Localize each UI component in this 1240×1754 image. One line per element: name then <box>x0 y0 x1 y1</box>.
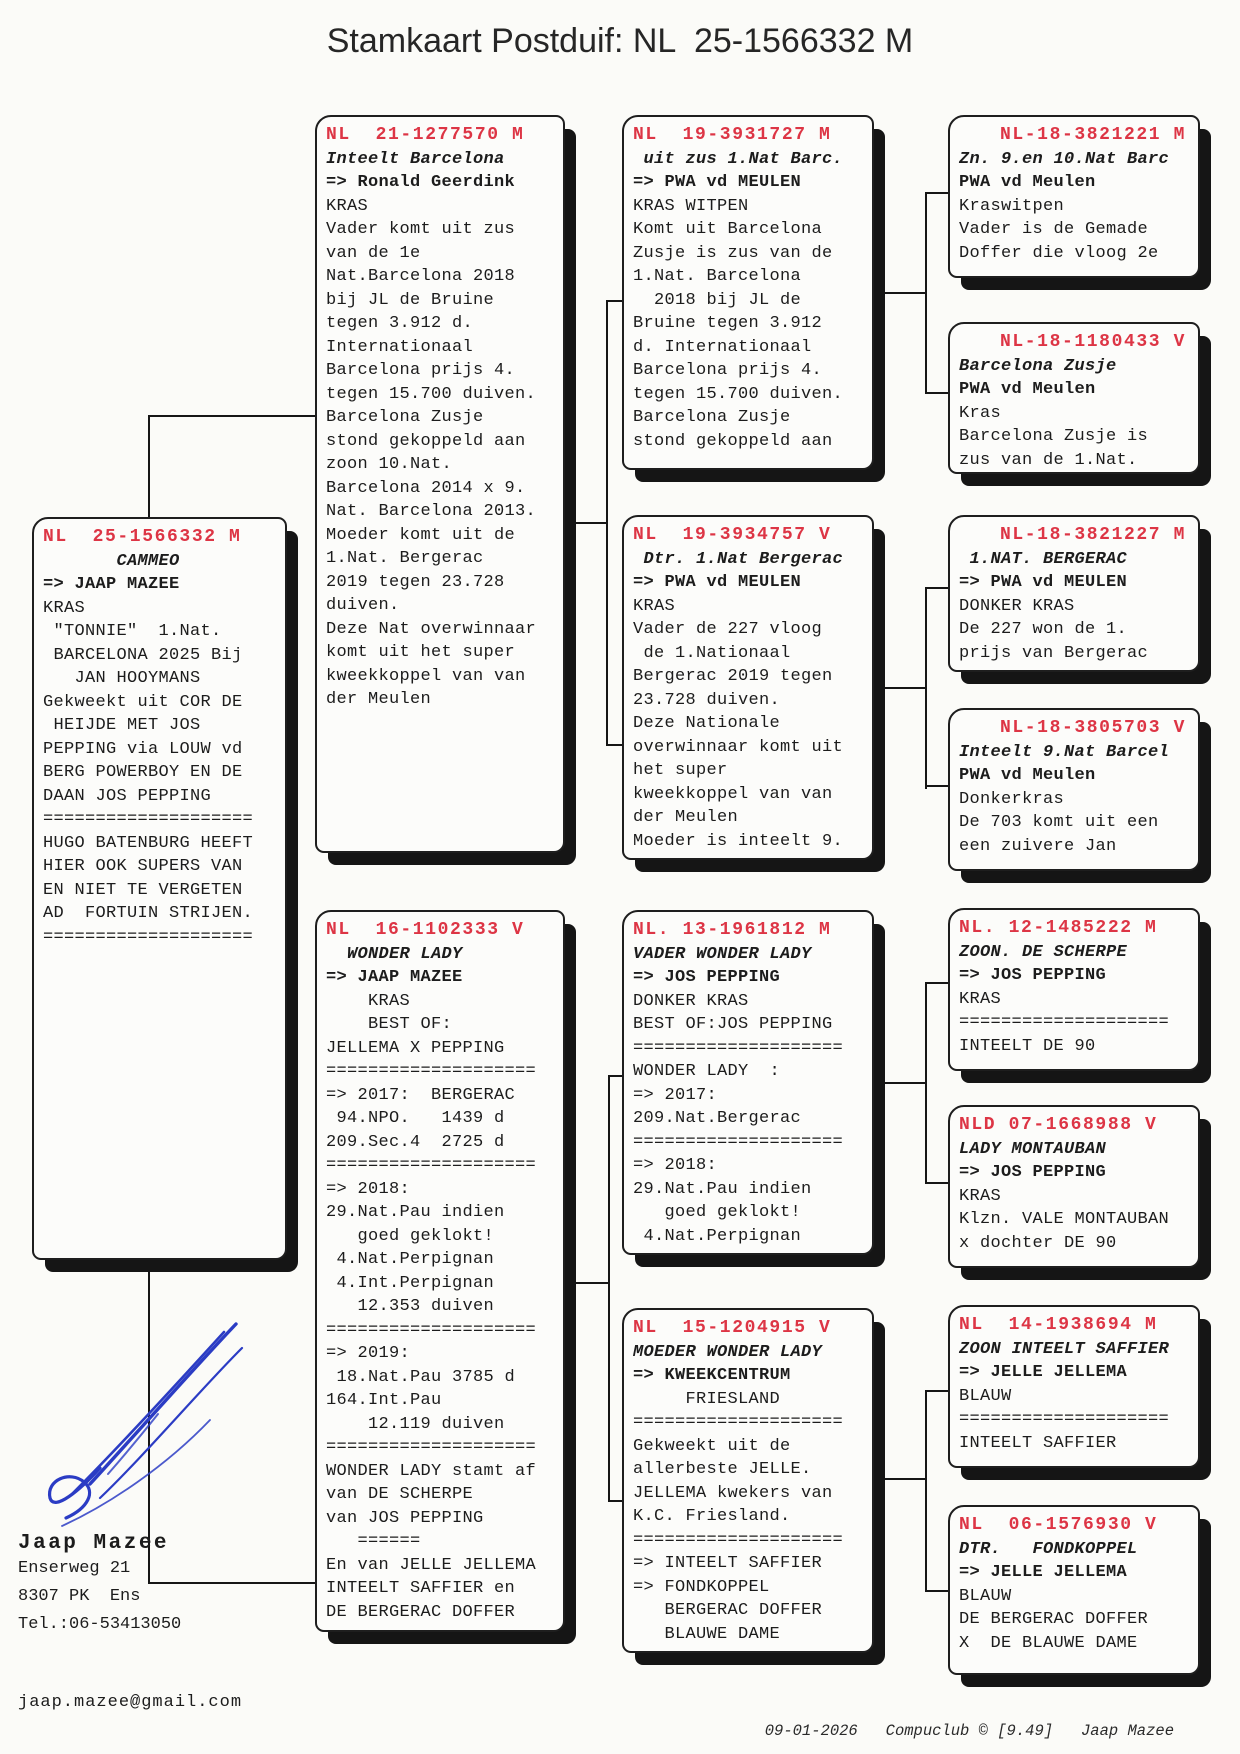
info-line: => FONDKOPPEL <box>633 1577 770 1597</box>
info-line: K.C. Friesland. <box>633 1507 791 1526</box>
page-title: Stamkaart Postduif: NL 25-1566332 M <box>326 22 914 60</box>
info-line: Nat.Barcelona 2018 <box>326 267 516 286</box>
info-line: Vader is de Gemade <box>959 220 1149 239</box>
info-line: ==================== <box>43 927 254 947</box>
info-line: 18.Nat.Pau 3785 d <box>326 1367 516 1387</box>
owner-line: PWA vd Meulen <box>959 380 1096 399</box>
info-line: Nat. Barcelona 2013. <box>326 502 537 521</box>
info-line: ==================== <box>959 1410 1170 1429</box>
info-line: BLAUW <box>959 1386 1012 1406</box>
info-line: d. Internationaal <box>633 337 812 357</box>
pedigree-connector-line <box>606 300 608 746</box>
pedigree-connector-line <box>148 415 315 417</box>
info-line: 29.Nat.Pau indien <box>326 1203 505 1222</box>
ring-number: NL-18-3805703 V <box>999 718 1186 738</box>
info-line: Barcelona prijs 4. <box>326 361 516 380</box>
info-line: HEIJDE MET JOS <box>43 716 201 735</box>
info-line: Barcelona Zusje <box>633 408 791 427</box>
pedigree-box-ggp2 <box>948 322 1200 474</box>
owner-line: PWA vd Meulen <box>959 173 1096 192</box>
info-line: 164.Int.Pau <box>326 1391 442 1410</box>
info-line: het super <box>633 761 728 780</box>
bird-name: DTR. FONDKOPPEL <box>959 1539 1138 1559</box>
pedigree-box-gp4 <box>622 1308 874 1653</box>
owner-line: => JAAP MAZEE <box>43 575 180 594</box>
pedigree-connector-line <box>925 192 950 194</box>
info-line: overwinnaar komt uit <box>633 737 844 757</box>
ring-number: NL 19-3931727 M <box>633 125 832 145</box>
pedigree-connector-line <box>925 982 950 984</box>
info-line: prijs van Bergerac <box>959 643 1149 663</box>
pedigree-box-gp2 <box>622 515 874 860</box>
bird-name: MOEDER WONDER LADY <box>633 1342 823 1362</box>
info-line: KRAS <box>43 598 86 618</box>
owner-line: => KWEEKCENTRUM <box>633 1366 791 1385</box>
info-line: goed geklokt! <box>633 1203 802 1222</box>
info-line: allerbeste JELLE. <box>633 1460 812 1479</box>
owner-name: Jaap Mazee <box>18 1532 170 1555</box>
footer-line <box>765 1722 1174 1740</box>
info-line: => 2017: <box>633 1085 718 1105</box>
pedigree-box-ggp3 <box>948 515 1200 672</box>
info-line: INTEELT SAFFIER en <box>326 1579 516 1598</box>
info-line: 4.Nat.Perpignan <box>326 1250 495 1269</box>
info-line: Bergerac 2019 tegen <box>633 667 833 686</box>
pedigree-connector-line <box>874 1478 927 1480</box>
info-line: EN NIET TE VERGETEN <box>43 880 243 900</box>
owner-contact-block <box>18 1532 181 1639</box>
footer-software: Compuclub © [9.49] <box>885 1722 1054 1740</box>
owner-line: => JELLE JELLEMA <box>959 1563 1128 1582</box>
info-line: JELLEMA kwekers van <box>633 1483 833 1503</box>
info-line: 4.Nat.Perpignan <box>633 1226 802 1246</box>
info-line: zus van de 1.Nat. <box>959 450 1138 470</box>
pedigree-box-father <box>315 115 565 853</box>
ring-number: NL-18-1180433 V <box>999 332 1186 352</box>
owner-line: => JELLE JELLEMA <box>959 1363 1128 1382</box>
bird-name: Dtr. 1.Nat Bergerac <box>633 549 844 569</box>
owner-line: => JOS PEPPING <box>633 968 781 987</box>
info-line: Kras <box>959 403 1002 423</box>
ring-number: NLD 07-1668988 V <box>959 1115 1158 1135</box>
pedigree-connector-line <box>925 1390 927 1592</box>
bird-name: WONDER LADY <box>326 944 463 964</box>
owner-line: => JOS PEPPING <box>959 1163 1107 1182</box>
info-line: Deze Nat overwinnaar <box>326 619 537 639</box>
info-line: 1.Nat. Bergerac <box>326 549 484 568</box>
info-line: Vader komt uit zus <box>326 220 516 239</box>
bird-name: Zn. 9.en 10.Nat Barc <box>959 149 1170 169</box>
pedigree-connector-line <box>925 1390 950 1392</box>
info-line: van DE SCHERPE <box>326 1485 474 1504</box>
ring-number: NL-18-3821227 M <box>999 525 1186 545</box>
info-line: kweekkoppel van van <box>326 666 526 686</box>
info-line: Moeder komt uit de <box>326 525 516 545</box>
info-line: bij JL de Bruine <box>326 290 495 310</box>
info-line: duiven. <box>326 596 400 615</box>
pedigree-box-ggp5 <box>948 908 1200 1071</box>
info-line: => INTEELT SAFFIER <box>633 1554 823 1573</box>
info-line: KRAS <box>633 596 676 616</box>
bird-name: ZOON INTEELT SAFFIER <box>959 1339 1170 1359</box>
owner-line: PWA vd Meulen <box>959 766 1096 785</box>
pedigree-connector-line <box>925 587 927 789</box>
info-line: ==================== <box>326 1062 537 1081</box>
ring-number: NL 14-1938694 M <box>959 1315 1158 1335</box>
info-line: ==================== <box>633 1132 844 1152</box>
info-line: Gekweekt uit COR DE <box>43 692 243 712</box>
info-line: ==================== <box>633 1530 844 1550</box>
pedigree-connector-line <box>874 1082 927 1084</box>
ring-number: NL-18-3821221 M <box>999 125 1186 145</box>
info-line: tegen 15.700 duiven. <box>326 384 537 404</box>
info-line: stond gekoppeld aan <box>633 431 833 451</box>
info-line: HUGO BATENBURG HEEFT <box>43 833 254 853</box>
info-line: Moeder is inteelt 9. <box>633 831 844 851</box>
pedigree-box-mother <box>315 910 565 1632</box>
info-line: KRAS <box>326 196 369 216</box>
info-line: BERG POWERBOY EN DE <box>43 763 243 782</box>
bird-name: CAMMEO <box>43 551 180 571</box>
info-line: 4.Int.Perpignan <box>326 1273 495 1293</box>
ring-number: NL 25-1566332 M <box>43 527 242 547</box>
info-line: Kraswitpen <box>959 196 1065 216</box>
info-line: DE BERGERAC DOFFER <box>326 1602 516 1622</box>
info-line: kweekkoppel van van <box>633 784 833 804</box>
owner-line: => PWA vd MEULEN <box>959 573 1128 592</box>
info-line: van de 1e <box>326 243 421 263</box>
info-line: 12.119 duiven <box>326 1414 505 1434</box>
info-line: 29.Nat.Pau indien <box>633 1179 812 1199</box>
owner-phone: Tel.:06-53413050 <box>18 1615 182 1634</box>
info-line: Barcelona Zusje is <box>959 427 1149 446</box>
info-line: BEST OF: <box>326 1015 453 1034</box>
info-line: Bruine tegen 3.912 <box>633 314 823 333</box>
info-line: => 2017: BERGERAC <box>326 1085 516 1105</box>
info-line: Internationaal <box>326 337 474 357</box>
info-line: ==================== <box>633 1038 844 1058</box>
info-line: Zusje is zus van de <box>633 243 833 263</box>
bird-name: VADER WONDER LADY <box>633 944 812 964</box>
bird-name: uit zus 1.Nat Barc. <box>633 149 844 169</box>
info-line: KRAS <box>959 1186 1002 1206</box>
pedigree-connector-line <box>565 1282 610 1284</box>
info-line: Klzn. VALE MONTAUBAN <box>959 1210 1170 1229</box>
info-line: 12.353 duiven <box>326 1297 495 1316</box>
info-line: der Meulen <box>326 690 432 709</box>
info-line: X DE BLAUWE DAME <box>959 1633 1138 1653</box>
info-line: 1.Nat. Barcelona <box>633 267 802 286</box>
info-line: Donkerkras <box>959 789 1065 809</box>
ring-number: NL. 13-1961812 M <box>633 920 832 940</box>
info-line: => 2019: <box>326 1344 411 1363</box>
owner-line: => Ronald Geerdink <box>326 173 516 192</box>
pedigree-box-ggp8 <box>948 1505 1200 1675</box>
info-line: 2019 tegen 23.728 <box>326 572 505 592</box>
ring-number: NL 16-1102333 V <box>326 920 525 940</box>
owner-city: 8307 PK Ens <box>18 1587 141 1606</box>
pedigree-connector-line <box>925 192 927 394</box>
info-line: 94.NPO. 1439 d <box>326 1109 505 1128</box>
info-line: En van JELLE JELLEMA <box>326 1555 537 1575</box>
info-line: 2018 bij JL de <box>633 290 802 310</box>
info-line: De 227 won de 1. <box>959 620 1128 639</box>
pedigree-box-ggp4 <box>948 708 1200 871</box>
info-line: Deze Nationale <box>633 714 781 733</box>
owner-line: => JAAP MAZEE <box>326 968 463 987</box>
info-line: WONDER LADY stamt af <box>326 1461 537 1481</box>
info-line: HIER OOK SUPERS VAN <box>43 857 243 876</box>
owner-line: => JOS PEPPING <box>959 966 1107 985</box>
owner-street: Enserweg 21 <box>18 1559 131 1578</box>
pedigree-box-ggp6 <box>948 1105 1200 1268</box>
info-line: tegen 3.912 d. <box>326 314 474 333</box>
footer-user: Jaap Mazee <box>1080 1722 1174 1740</box>
info-line: Barcelona 2014 x 9. <box>326 478 526 498</box>
info-line: ==================== <box>326 1156 537 1175</box>
info-line: komt uit het super <box>326 643 516 662</box>
info-line: DE BERGERAC DOFFER <box>959 1610 1149 1629</box>
info-line: BEST OF:JOS PEPPING <box>633 1015 833 1034</box>
bird-name: Barcelona Zusje <box>959 356 1117 376</box>
info-line: DONKER KRAS <box>633 991 749 1011</box>
info-line: een zuivere Jan <box>959 836 1117 856</box>
info-line: ==================== <box>959 1013 1170 1032</box>
info-line: goed geklokt! <box>326 1226 495 1246</box>
info-line: => 2018: <box>633 1156 718 1175</box>
info-line: BERGERAC DOFFER <box>633 1601 823 1620</box>
info-line: x dochter DE 90 <box>959 1233 1117 1253</box>
info-line: tegen 15.700 duiven. <box>633 384 844 404</box>
info-line: 23.728 duiven. <box>633 690 781 710</box>
info-line: der Meulen <box>633 808 739 827</box>
info-line: KRAS <box>326 991 411 1011</box>
pedigree-connector-line <box>608 1075 610 1502</box>
info-line: DAAN JOS PEPPING <box>43 786 212 806</box>
bird-name: 1.NAT. BERGERAC <box>959 549 1128 569</box>
bird-name: Inteelt 9.Nat Barcel <box>959 742 1170 762</box>
pedigree-box-ggp1 <box>948 115 1200 278</box>
pedigree-box-subject <box>32 517 287 1260</box>
owner-line: => PWA vd MEULEN <box>633 173 802 192</box>
info-line: Komt uit Barcelona <box>633 220 823 239</box>
pedigree-connector-line <box>874 687 927 689</box>
info-line: INTEELT SAFFIER <box>959 1433 1117 1453</box>
info-line: ==================== <box>326 1320 537 1340</box>
info-line: de 1.Nationaal <box>633 643 791 663</box>
info-line: KRAS WITPEN <box>633 196 749 216</box>
owner-line: => PWA vd MEULEN <box>633 573 802 592</box>
bird-name: ZOON. DE SCHERPE <box>959 942 1128 962</box>
info-line: zoon 10.Nat. <box>326 455 453 474</box>
info-line: WONDER LADY : <box>633 1062 781 1081</box>
footer-date: 09-01-2026 <box>764 1722 858 1740</box>
info-line: KRAS <box>959 989 1002 1009</box>
owner-email: jaap.mazee@gmail.com <box>18 1693 243 1712</box>
info-line: 209.Nat.Bergerac <box>633 1109 802 1128</box>
info-line: => 2018: <box>326 1179 411 1199</box>
pedigree-connector-line <box>148 415 150 517</box>
info-line: BARCELONA 2025 Bij <box>43 645 243 665</box>
bird-name: Inteelt Barcelona <box>326 149 505 169</box>
info-line: DONKER KRAS <box>959 596 1075 616</box>
info-line: Vader de 227 vloog <box>633 620 823 639</box>
handwritten-signature <box>38 1318 253 1538</box>
pedigree-connector-line <box>874 292 927 294</box>
ring-number: NL 21-1277570 M <box>326 125 525 145</box>
info-line: van JOS PEPPING <box>326 1508 484 1528</box>
pedigree-box-gp3 <box>622 910 874 1255</box>
pedigree-connector-line <box>925 785 950 787</box>
info-line: stond gekoppeld aan <box>326 431 526 451</box>
info-line: ==================== <box>326 1438 537 1457</box>
pedigree-connector-line <box>565 522 608 524</box>
info-line: FRIESLAND <box>633 1389 781 1409</box>
info-line: AD FORTUIN STRIJEN. <box>43 904 254 923</box>
info-line: ==================== <box>43 810 254 829</box>
info-line: ====== <box>326 1532 421 1551</box>
info-line: INTEELT DE 90 <box>959 1036 1096 1056</box>
pedigree-connector-line <box>925 587 950 589</box>
pedigree-connector-line <box>925 1590 950 1592</box>
pedigree-connector-line <box>925 392 950 394</box>
info-line: BLAUWE DAME <box>633 1624 781 1644</box>
bird-name: LADY MONTAUBAN <box>959 1139 1107 1159</box>
info-line: JELLEMA X PEPPING <box>326 1038 505 1058</box>
ring-number: NL 15-1204915 V <box>633 1318 832 1338</box>
info-line: Barcelona prijs 4. <box>633 361 823 380</box>
info-line: PEPPING via LOUW vd <box>43 739 243 759</box>
ring-number: NL 06-1576930 V <box>959 1515 1158 1535</box>
info-line: De 703 komt uit een <box>959 813 1159 832</box>
info-line: 209.Sec.4 2725 d <box>326 1132 505 1152</box>
ring-number: NL. 12-1485222 M <box>959 918 1158 938</box>
info-line: Barcelona Zusje <box>326 408 484 427</box>
pedigree-connector-line <box>925 1182 950 1184</box>
info-line: "TONNIE" 1.Nat. <box>43 622 222 641</box>
pedigree-box-ggp7 <box>948 1305 1200 1468</box>
pedigree-connector-line <box>925 982 927 1184</box>
info-line: Doffer die vloog 2e <box>959 243 1159 263</box>
info-line: BLAUW <box>959 1586 1012 1606</box>
ring-number: NL 19-3934757 V <box>633 525 832 545</box>
info-line: JAN HOOYMANS <box>43 669 201 688</box>
info-line: ==================== <box>633 1413 844 1432</box>
info-line: Gekweekt uit de <box>633 1436 791 1456</box>
pedigree-box-gp1 <box>622 115 874 470</box>
